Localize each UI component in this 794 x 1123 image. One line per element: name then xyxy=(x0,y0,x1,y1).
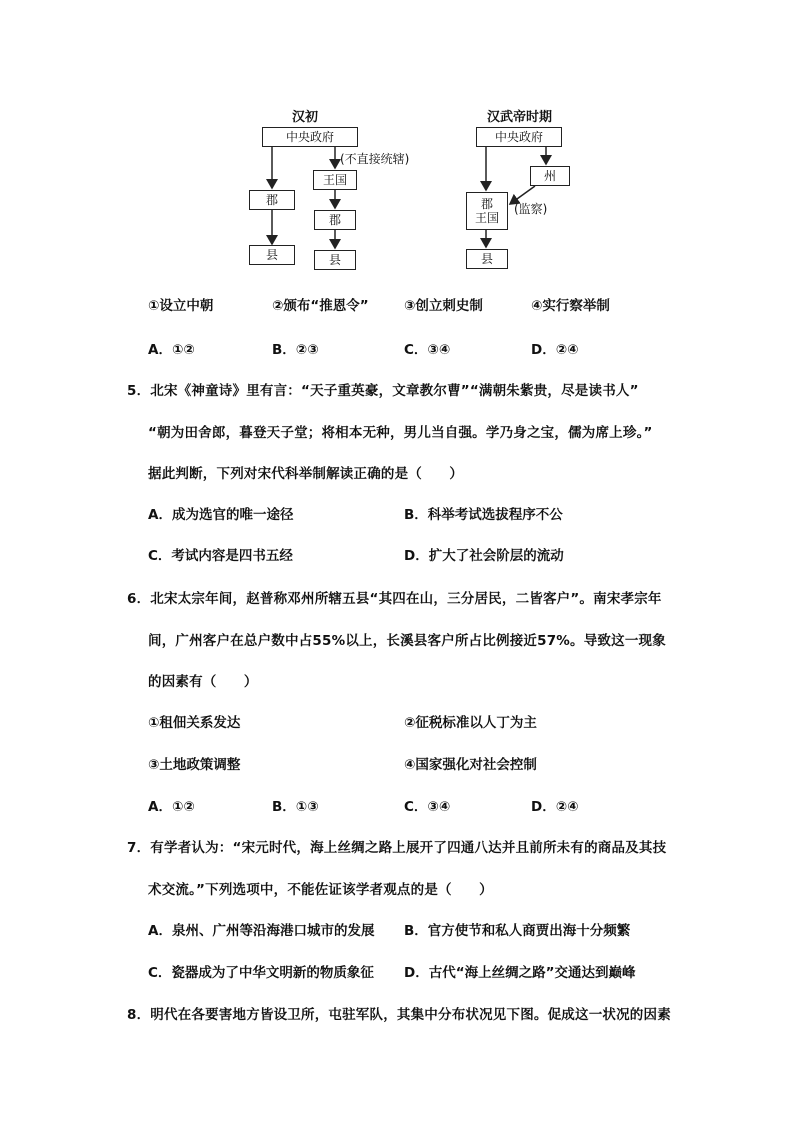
q5-option-b[interactable]: B．科举考试选拔程序不公 xyxy=(404,507,563,523)
q6-option-d[interactable]: D．②④ xyxy=(531,799,579,815)
q6-option-b[interactable]: B．①③ xyxy=(272,799,319,815)
q5-option-c[interactable]: C．考试内容是四书五经 xyxy=(148,548,293,564)
left-jun-box: 郡 xyxy=(249,190,295,210)
q6-stem-line-2: 间，广州客户在总户数中占55%以上，长溪县客户所占比例接近57%。导致这一现象 xyxy=(148,633,666,649)
q7-option-d[interactable]: D．古代“海上丝绸之路”交通达到巅峰 xyxy=(404,965,636,981)
q4-option-d[interactable]: D．②④ xyxy=(531,342,579,358)
q6-stem-line-3: 的因素有（ ） xyxy=(148,674,258,690)
q6-item-3: ③土地政策调整 xyxy=(148,757,241,773)
left-diagram-title: 汉初 xyxy=(292,110,319,125)
left-central-government-box: 中央政府 xyxy=(262,127,358,147)
left-xian-box: 县 xyxy=(249,245,295,265)
q6-option-a[interactable]: A．①② xyxy=(148,799,195,815)
q6-stem-line-1: 6．北宋太宗年间，赵普称邓州所辖五县“其四在山，三分居民，二皆客户”。南宋孝宗年 xyxy=(127,591,662,607)
q4-item-1: ①设立中朝 xyxy=(148,298,214,314)
q8-stem-line-1: 8．明代在各要害地方皆设卫所，屯驻军队，其集中分布状况见下图。促成这一状况的因素 xyxy=(127,1007,671,1023)
right-diagram-title: 汉武帝时期 xyxy=(487,110,553,125)
left-kingdom-xian-box: 县 xyxy=(314,250,356,270)
right-supervision-note: (监察) xyxy=(514,202,548,216)
q7-option-c[interactable]: C．瓷器成为了中华文明新的物质象征 xyxy=(148,965,374,981)
q6-item-1: ①租佃关系发达 xyxy=(148,715,241,731)
q5-stem-line-1: 5．北宋《神童诗》里有言：“天子重英豪，文章教尔曹”“满朝朱紫贵，尽是读书人” xyxy=(127,383,639,399)
right-jun-kingdom-box: 郡 王国 xyxy=(466,192,508,230)
q7-option-b[interactable]: B．官方使节和私人商贾出海十分频繁 xyxy=(404,923,631,939)
q5-option-a[interactable]: A．成为选官的唯一途径 xyxy=(148,507,294,523)
q4-option-c[interactable]: C．③④ xyxy=(404,342,451,358)
q5-option-d[interactable]: D．扩大了社会阶层的流动 xyxy=(404,548,564,564)
right-xian-box: 县 xyxy=(466,249,508,269)
right-zhou-box: 州 xyxy=(530,166,570,186)
q7-option-a[interactable]: A．泉州、广州等沿海港口城市的发展 xyxy=(148,923,375,939)
q6-item-2: ②征税标准以人丁为主 xyxy=(404,715,537,731)
q6-item-4: ④国家强化对社会控制 xyxy=(404,757,537,773)
q4-item-4: ④实行察举制 xyxy=(531,298,610,314)
q6-option-c[interactable]: C．③④ xyxy=(404,799,451,815)
right-central-government-box: 中央政府 xyxy=(476,127,562,147)
q4-item-3: ③创立刺史制 xyxy=(404,298,483,314)
q5-stem-line-2: “朝为田舍郎，暮登天子堂；将相本无种，男儿当自强。学乃身之宝，儒为席上珍。” xyxy=(148,425,653,441)
left-kingdom-box: 王国 xyxy=(313,170,357,190)
q4-option-b[interactable]: B．②③ xyxy=(272,342,319,358)
left-not-directly-governed-note: (不直接统辖) xyxy=(340,152,410,166)
q7-stem-line-2: 术交流。”下列选项中，不能佐证该学者观点的是（ ） xyxy=(148,882,493,898)
left-kingdom-jun-box: 郡 xyxy=(314,210,356,230)
q4-option-a[interactable]: A．①② xyxy=(148,342,195,358)
han-administration-diagram xyxy=(240,100,580,280)
q5-stem-line-3: 据此判断，下列对宋代科举制解读正确的是（ ） xyxy=(148,466,464,482)
q7-stem-line-1: 7．有学者认为：“宋元时代，海上丝绸之路上展开了四通八达并且前所未有的商品及其技 xyxy=(127,840,667,856)
q4-item-2: ②颁布“推恩令” xyxy=(272,298,369,314)
